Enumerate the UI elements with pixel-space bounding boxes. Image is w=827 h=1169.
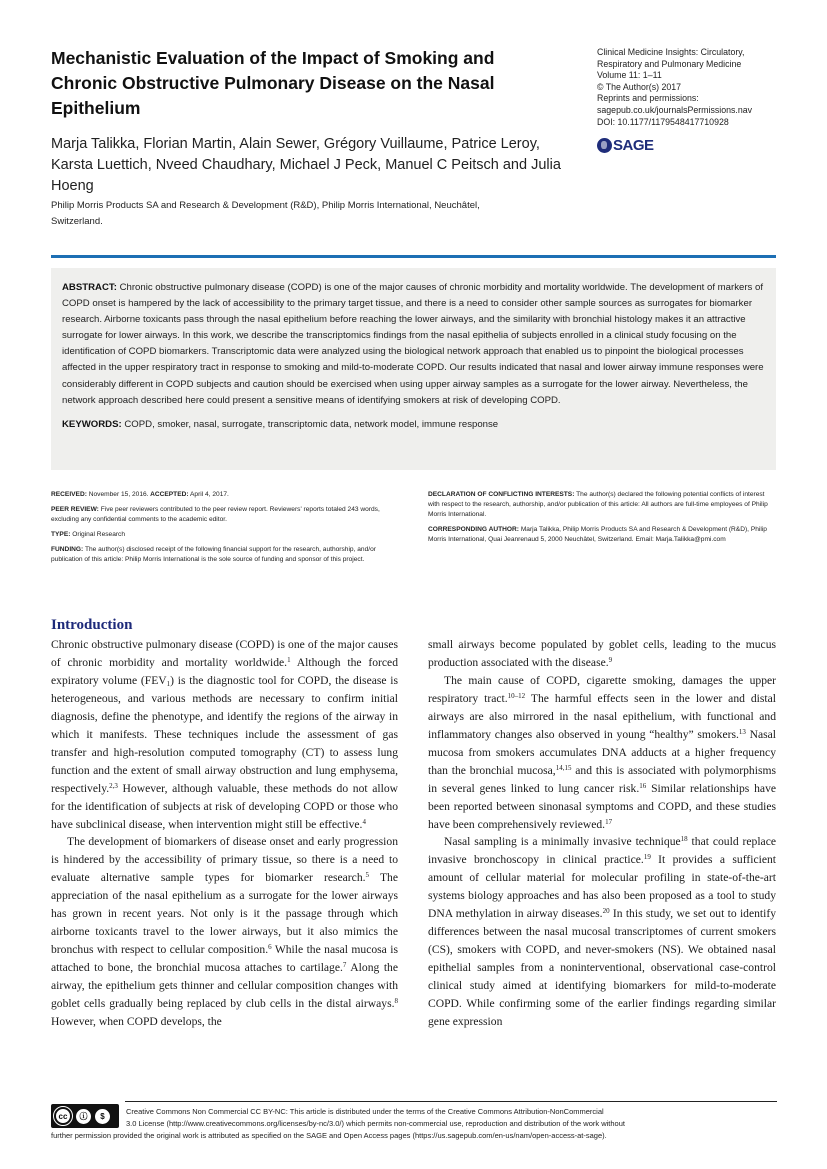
nc-icon: $: [95, 1109, 110, 1124]
citation-ref[interactable]: 17: [605, 817, 613, 826]
text: However, when COPD develops, the: [51, 1015, 222, 1029]
citation-ref[interactable]: 8: [394, 997, 398, 1006]
conflict-note: [428, 490, 773, 520]
license-line-1: Creative Commons Non Commercial CC BY-NC: This article is distributed under the terms of the Creative Commons Attribution-NonCommercial: [126, 1107, 604, 1116]
keywords-text: COPD, smoker, nasal, surrogate, transcriptomic data, network model, immune response: [121, 418, 499, 430]
sage-wordmark: SAGE: [613, 137, 654, 154]
citation-ref[interactable]: 9: [608, 655, 613, 664]
funding-note: [51, 545, 401, 565]
type-label: TYPE:: [51, 531, 71, 538]
text: Chronic obstructive pulmonary disease (COPD) is one of the major causes of chronic morbidity and mortality worldwide.: [51, 638, 398, 669]
text: The appreciation of the nasal epithelium as a surrogate for the lower airways has grown in recent years. Not only is it the passage through which airborne toxicants travel to the lower airways, but it also mimics the bronchus with respect to cellular composition.: [51, 871, 398, 957]
abstract-box: [51, 268, 776, 470]
citation-ref[interactable]: 14,15: [555, 763, 572, 772]
conflict-text: The author(s) declared the following potential conflicts of interest with respect to the research, authorship, and/or publication of this article: All authors are full-time employees of Philip Morris International.: [428, 491, 768, 518]
paragraph: [428, 672, 776, 834]
citation-ref[interactable]: 10–12: [507, 691, 526, 700]
citation-ref[interactable]: 5: [365, 871, 370, 880]
text: Similar relationships have been reported between sinonasal symptoms and COPD, and these studies have been comprehensively reviewed.: [428, 781, 777, 831]
citation-ref[interactable]: 7: [342, 961, 347, 970]
corresponding-note: [428, 525, 773, 545]
received-label: RECEIVED:: [51, 491, 87, 498]
abstract-label: ABSTRACT:: [62, 282, 117, 293]
footer-divider: [125, 1101, 777, 1102]
peer-review-label: PEER REVIEW:: [51, 506, 99, 513]
accepted-date: April 4, 2017.: [188, 491, 229, 498]
globe-icon: [597, 138, 612, 153]
citation-ref[interactable]: 13: [738, 727, 746, 736]
text: While the nasal mucosa is attached to bone, the bronchial mucosa attaches to cartilage.: [51, 943, 398, 975]
body-column-right: [428, 636, 776, 1031]
article-title: Mechanistic Evaluation of the Impact of Smoking and Chronic Obstructive Pulmonary Disease on the Nasal Epithelium: [51, 48, 495, 118]
conflict-label: DECLARATION OF CONFLICTING INTERESTS:: [428, 491, 575, 498]
copyright: © The Author(s) 2017: [597, 81, 682, 92]
text: and this is associated with polymorphisms in several genes linked to lung cancer risk.: [428, 763, 776, 795]
volume: Volume 11: 1–11: [597, 70, 662, 81]
type-note: [51, 530, 401, 540]
citation-ref[interactable]: 18: [680, 835, 688, 844]
citation-ref[interactable]: 20: [602, 907, 610, 916]
citation-ref[interactable]: 1: [287, 655, 291, 664]
received-date: November 15, 2016.: [86, 491, 149, 498]
text: ) is the diagnostic tool for COPD, the disease is heterogeneous, and various methods are necessary to confirm initial diagnosis, define the phenotype, and identify the regions of the airway in which it manifests. These techniques include the assessment of gas transfer and high-resolution computed tomography (CT) to assess lung function and the extent of small airway obstruction and lung emphysema, respectively.: [51, 673, 398, 795]
license-line-2: 3.0 License (http://www.creativecommons.org/licenses/by-nc/3.0/) which permits non-commercial use, reproduction and distribution of the work without: [126, 1119, 625, 1129]
by-icon: ⓘ: [76, 1109, 91, 1124]
cc-icon: cc: [54, 1107, 72, 1125]
text: However, although valuable, these methods do not allow for the identification of subjects at risk of developing COPD or those who have subclinical disease, when intervention might still be effective.: [51, 781, 398, 831]
abstract-text: Chronic obstructive pulmonary disease (COPD) is one of the major causes of chronic morbidity and mortality worldwide. The development of markers of COPD onset is hampered by the lack of accessibility to the primary target tissue, and there is a need to consider other sample sources as surrogates for biomarker research. Airborne toxicants pass through the nasal epithelium before reaching the lower airways, and the similarity with bronchial histology makes it an attractive surrogate for lower airways. In this work, we describe the transcriptomics findings from the nasal epithelia of subjects enrolled in a clinical study focusing on the identification of COPD biomarkers. Transcriptomic data were analyzed using the biological network approach that enabled us to pinpoint the biological processes affected in the upper respiratory tract in response to smoking and mild-to-moderate COPD. Our results indicated that nasal and lower airway immune responses were considerably different in COPD subjects and caution should be exercised when using upper airway samples as a surrogate for the lower airway. Nevertheless, the network approach described here could present a sensitive means of identifying smokers at risk of developing COPD.: [62, 282, 764, 406]
journal-metadata: [597, 47, 797, 128]
cc-license-badge[interactable]: [51, 1104, 119, 1128]
keywords-label: KEYWORDS:: [62, 418, 122, 430]
text: Nasal mucosa from smokers accumulates DNA adducts at a higher frequency than the bronchial mucosa,: [428, 727, 776, 777]
text: In this study, we set out to identify differences between the nasal mucosal transcriptomes of current smokers (CS), smokers with COPD, and never-smokers (NS). We obtained nasal epithelial samples from a noninterventional, observational case-control clinical study aimed at identifying biomarkers for mild-to-moderate COPD. While confirming some of the earlier findings regarding similar gene expression: [428, 907, 777, 1029]
corresponding-text: Marja Talikka, Philip Morris Products SA and Research & Development (R&D), Philip Morris International, Quai Jeanrenaud 5, 2000 Neuchâtel, Switzerland. Email: Marja.Talikka@pmi.com: [428, 526, 767, 543]
text: Although the forced expiratory volume (FEV: [51, 655, 398, 687]
doi[interactable]: DOI: 10.1177/1179548417710928: [597, 116, 729, 127]
reprints-label: Reprints and permissions:: [597, 93, 699, 104]
header-divider: [51, 255, 776, 258]
paragraph: [428, 833, 776, 1030]
citation-ref[interactable]: 4: [362, 817, 366, 826]
license-line-3: further permission provided the original work is attributed as specified on the SAGE and Open Access pages (https://us.sagepub.com/en-us/nam/open-access-at-sage).: [51, 1131, 607, 1140]
journal-name-line2: Respiratory and Pulmonary Medicine: [597, 58, 742, 69]
type-value: Original Research: [70, 531, 126, 538]
section-heading-introduction: Introduction: [51, 617, 133, 633]
corresponding-label: CORRESPONDING AUTHOR:: [428, 526, 519, 533]
text: The main cause of COPD, cigarette smoking, damages the upper respiratory tract.: [428, 673, 776, 705]
accepted-label: ACCEPTED:: [148, 491, 189, 498]
received-accepted: [51, 490, 401, 500]
peer-review-note: [51, 505, 401, 525]
funding-text: The author(s) disclosed receipt of the following financial support for the research, authorship, and/or publication of this article: Philip Morris International is the sole source of funding and sponsor of this project.: [51, 546, 376, 563]
permissions-link[interactable]: sagepub.co.uk/journalsPermissions.nav: [597, 104, 753, 115]
peer-review-text: Five peer reviewers contributed to the peer review report. Reviewers' reports totaled 243 words, excluding any confidential comments to the academic editor.: [51, 506, 380, 523]
text: Along the airway, the epithelium gets thinner and cellular composition changes with goblet cells gradually being replaced by club cells in the distal airways.: [51, 961, 398, 1011]
subscript: 1: [166, 679, 171, 688]
license-text: [126, 1106, 781, 1131]
article-notes-left: [51, 490, 401, 570]
text: The development of biomarkers of disease onset and early progression is hindered by the accessibility of primary tissue, so there is a need to evaluate alternative sample types for biomarker research.: [51, 835, 398, 885]
text: The harmful effects seen in the lower and distal airways are also mirrored in the nasal epithelium, with functional and inflammatory changes also observed in young “healthy” smokers.: [428, 691, 776, 741]
author-list: Marja Talikka, Florian Martin, Alain Sewer, Grégory Vuillaume, Patrice Leroy, Karsta Luettich, Nveed Chaudhary, Michael J Peck, Manuel C Peitsch and Julia Hoeng: [51, 136, 561, 194]
citation-ref[interactable]: 19: [643, 853, 651, 862]
citation-ref[interactable]: 6: [268, 943, 272, 952]
journal-name-line1: Clinical Medicine Insights: Circulatory,: [597, 47, 745, 57]
keywords: [62, 419, 768, 430]
citation-ref[interactable]: 16: [639, 781, 647, 790]
article-notes-right: [428, 490, 773, 550]
text: It provides a sufficient amount of cellular material for molecular profiling in state-of-the-art systems biology approaches and has also been proposed as a tool to study DNA methylation in airway diseases.: [428, 853, 776, 921]
text: small airways become populated by goblet cells, leading to the mucus production associated with the disease.: [428, 638, 776, 669]
citation-ref[interactable]: 2,3: [109, 781, 118, 790]
sage-logo: [597, 137, 654, 154]
paragraph: [51, 833, 398, 1030]
paragraph: [51, 636, 398, 833]
funding-label: FUNDING:: [51, 546, 84, 553]
body-column-left: [51, 636, 398, 1031]
abstract: [62, 280, 768, 409]
paragraph: [428, 636, 776, 672]
affiliation: Philip Morris Products SA and Research & Development (R&D), Philip Morris International, Neuchâtel, Switzerland.: [51, 200, 480, 227]
text: that could replace invasive bronchoscopy in clinical practice.: [428, 835, 776, 867]
text: Nasal sampling is a minimally invasive technique: [444, 835, 681, 849]
